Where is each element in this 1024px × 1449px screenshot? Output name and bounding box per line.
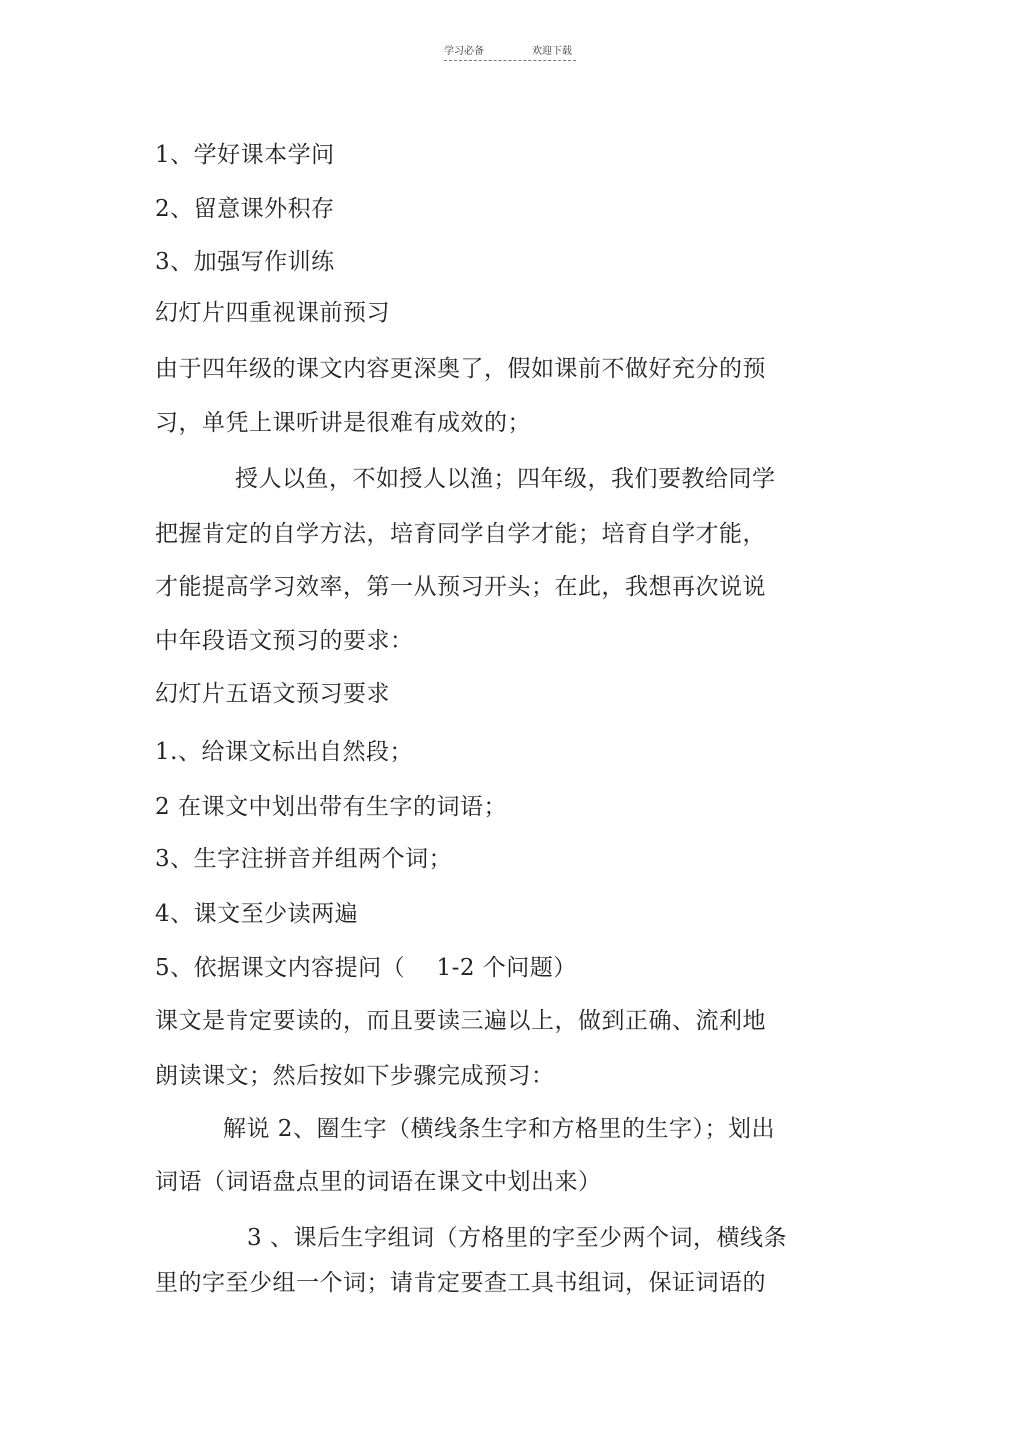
paragraph-line: 课文是肯定要读的，而且要读三遍以上，做到正确、流利地 — [155, 1008, 766, 1034]
paragraph-line: 里的字至少组一个词；请肯定要查工具书组词，保证词语的 — [155, 1270, 766, 1296]
header-left-text: 学习必备 — [444, 46, 484, 57]
paragraph-line: 习，单凭上课听讲是很难有成效的； — [155, 410, 531, 436]
list-item: 3、生字注拼音并组两个词； — [155, 846, 453, 872]
list-item: 1.、给课文标出自然段； — [155, 739, 413, 765]
paragraph-line: 由于四年级的课文内容更深奥了，假如课前不做好充分的预 — [155, 356, 766, 382]
header-divider — [444, 60, 576, 61]
paragraph-line: 3 、课后生字组词（方格里的字至少两个词，横线条 — [247, 1225, 787, 1251]
list-item: 4、课文至少读两遍 — [155, 901, 359, 927]
list-item: 1、学好课本学问 — [155, 142, 335, 168]
header-right-text: 欢迎下载 — [532, 46, 572, 57]
paragraph-line: 中年段语文预习的要求： — [155, 628, 414, 654]
list-item: 2 在课文中划出带有生字的词语； — [155, 794, 507, 820]
list-item: 3、加强写作训练 — [155, 249, 335, 275]
section-heading: 幻灯片五语文预习要求 — [155, 681, 390, 707]
list-item: 2、留意课外积存 — [155, 196, 335, 222]
paragraph-line: 词语（词语盘点里的词语在课文中划出来） — [155, 1169, 602, 1195]
paragraph-line: 把握肯定的自学方法，培育同学自学才能；培育自学才能， — [155, 521, 766, 547]
paragraph-line: 朗读课文；然后按如下步骤完成预习： — [155, 1063, 555, 1089]
paragraph-line: 解说 2、圈生字（横线条生字和方格里的生字）；划出 — [223, 1116, 775, 1142]
page-header — [444, 42, 576, 58]
paragraph-line: 授人以鱼，不如授人以渔；四年级，我们要教给同学 — [235, 466, 776, 492]
paragraph-line: 才能提高学习效率，第一从预习开头；在此，我想再次说说 — [155, 574, 766, 600]
list-item: 5、依据课文内容提问（ 1-2 个问题） — [155, 955, 577, 981]
section-heading: 幻灯片四重视课前预习 — [155, 300, 390, 326]
